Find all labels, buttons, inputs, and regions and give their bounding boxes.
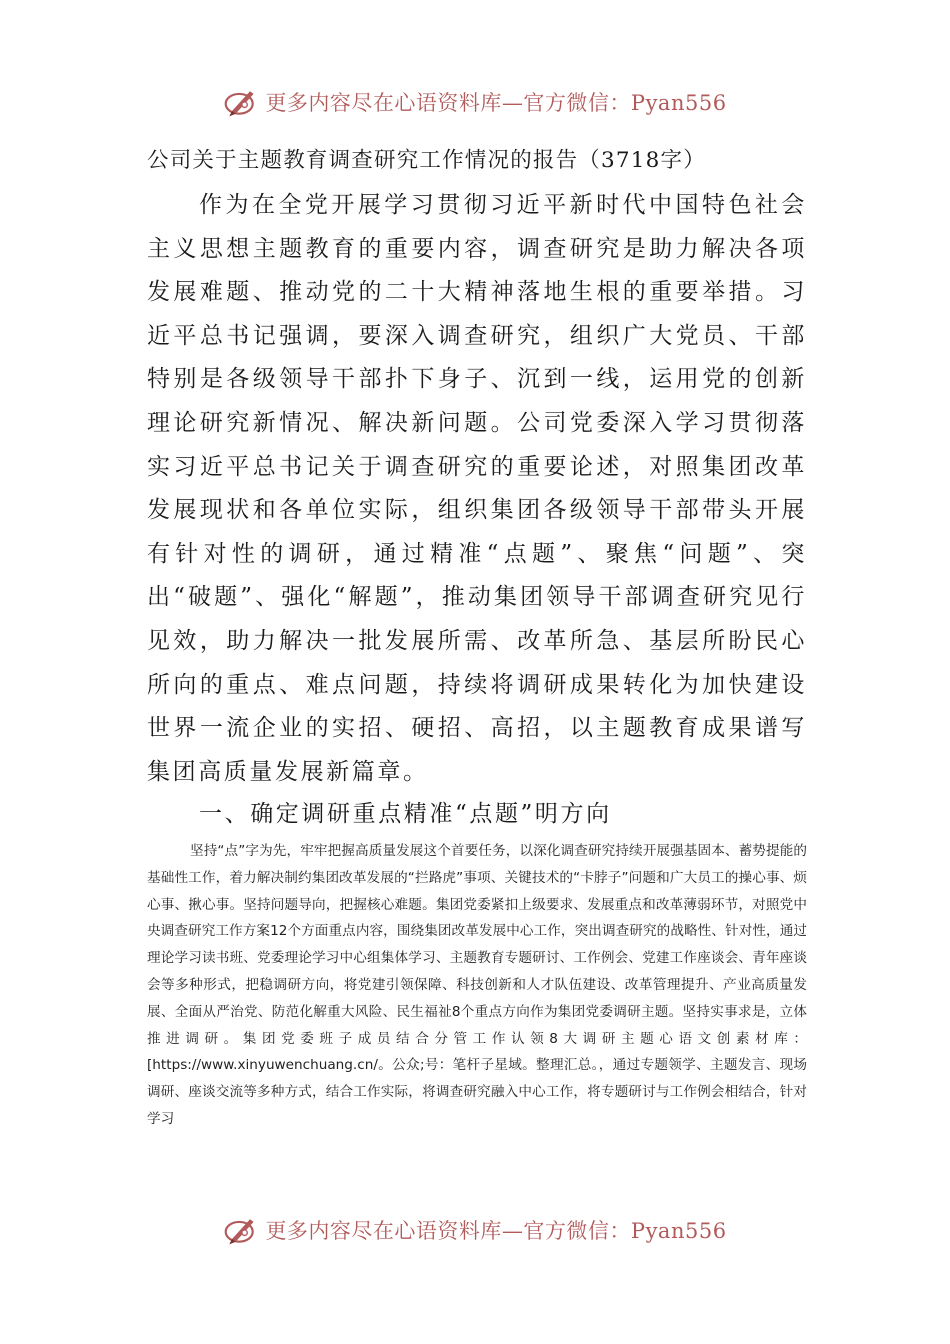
intro-paragraph: 作为在全党开展学习贯彻习近平新时代中国特色社会主义思想主题教育的重要内容，调查研究是助力解决各项发展难题、推动党的二十大精神落地生根的重要举措。习近平总书记强调，要深入调查研究，组织广大党员、干部特别是各级领导干部扑下身子、沉到一线，运用党的创新理论研究新情况、解决新问题。公司党委深入学习贯彻落实习近平总书记关于调查研究的重要论述，对照集团改革发展现状和各单位实际，组织集团各级领导干部带头开展有针对性的调研，通过精准“点题”、聚焦“问题”、突出“破题”、强化“解题”，推动集团领导干部调查研究见行见效，助力解决一批发展所需、改革所急、基层所盼民心所向的重点、难点问题，持续将调研成果转化为加快建设世界一流企业的实招、硬招、高招，以主题教育成果谱写集团高质量发展新篇章。 bbox=[147, 192, 807, 785]
watermark-banner-top bbox=[0, 80, 950, 124]
section-body-paragraph: 坚持“点”字为先，牢牢把握高质量发展这个首要任务，以深化调查研究持续开展强基固本、蓄势提能的基础性工作，着力解决制约集团改革发展的“拦路虎”事项、关键技术的“卡脖子”问题和广大员工的操心事、烦心事、揪心事。坚持问题导向，把握核心难题。集团党委紧扣上级要求、发展重点和改革薄弱环节，对照党中央调查研究工作方案12个方面重点内容，围绕集团改革发展中心工作，突出调查研究的战略性、针对性，通过理论学习读书班、党委理论学习中心组集体学习、主题教育专题研讨、工作例会、党建工作座谈会、青年座谈会等多种形式，把稳调研方向，将党建引领保障、科技创新和人才队伍建设、改革管理提升、产业高质量发展、全面从严治党、防范化解重大风险、民生福祉8个重点方向作为集团党委调研主题。坚持实事求是，立体推进调研。集团党委班子成员结合分管工作认领8大调研主题心语文创素材库：[https://www.xinyuwenchuang.cn/。公众;号：笔杆子星域。整理汇总。，通过专题领学、主题发言、现场调研、座谈交流等多种方式，结合工作实际，将调查研究融入中心工作，将专题研讨与工作例会相结合，针对学习 bbox=[147, 843, 807, 1127]
section-heading: 一、确定调研重点精准“点题”明方向 bbox=[199, 801, 612, 827]
document-title: 公司关于主题教育调查研究工作情况的报告（3718字） bbox=[147, 148, 706, 173]
watermark-text: 更多内容尽在心语资料库—官方微信：Pyan556 bbox=[265, 1219, 727, 1243]
pen-logo-icon bbox=[223, 1212, 259, 1248]
pen-logo-icon bbox=[223, 84, 259, 120]
watermark-banner-bottom bbox=[0, 1208, 950, 1252]
watermark-text: 更多内容尽在心语资料库—官方微信：Pyan556 bbox=[265, 91, 727, 115]
